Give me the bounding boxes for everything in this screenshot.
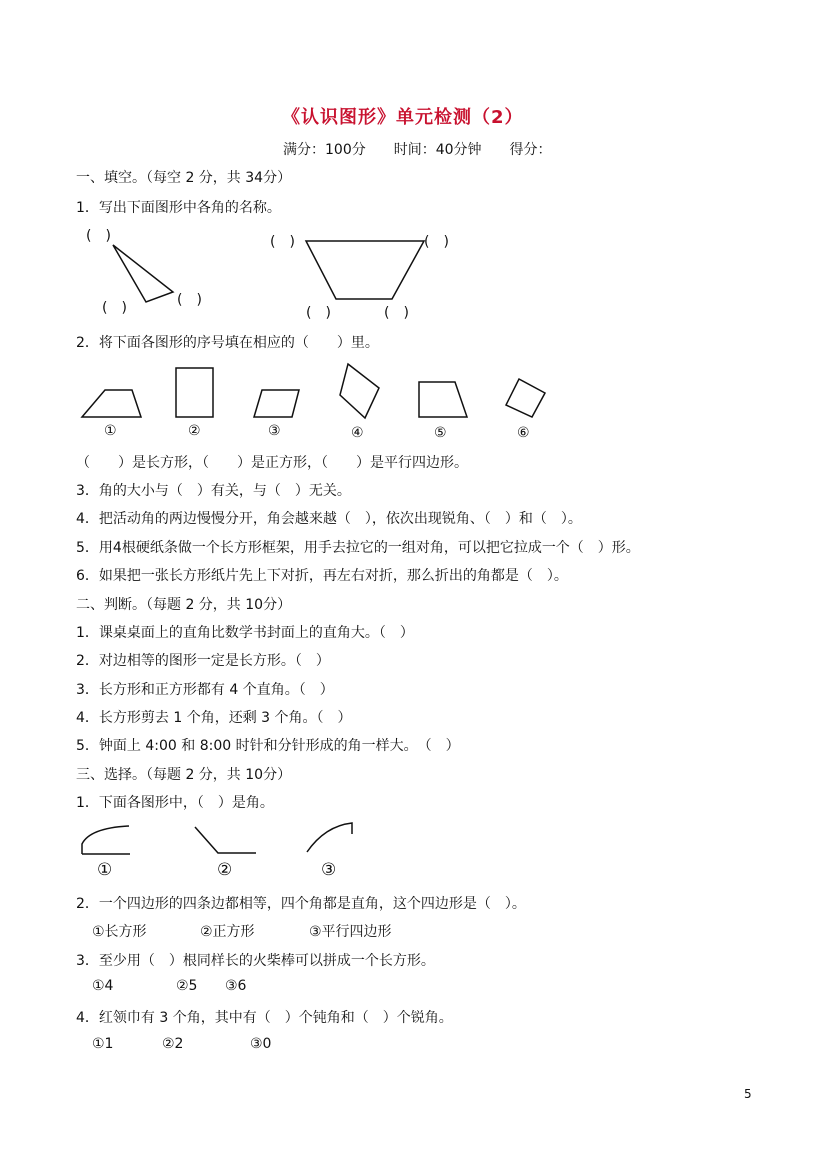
choose-q4: 4．红领巾有 3 个角，其中有（ ）个钝角和（ ）个锐角。 <box>76 1010 453 1026</box>
choose-q4-option[interactable]: ①1 <box>92 1036 114 1052</box>
figure-label: ② <box>217 860 233 880</box>
triangle-shape <box>113 245 173 302</box>
angle-choice-figures <box>0 820 827 880</box>
figure-label: ① <box>97 860 113 880</box>
choose-q3-option[interactable]: ③6 <box>225 978 247 994</box>
choose-q2-option[interactable]: ③平行四边形 <box>309 924 392 940</box>
shape-3 <box>254 390 299 417</box>
shape-label: ③ <box>268 423 281 439</box>
shape-label: ② <box>188 423 201 439</box>
judge-item: 2．对边相等的图形一定是长方形。（ ） <box>76 653 330 669</box>
shape-label: ⑤ <box>434 425 447 441</box>
paren-blank[interactable]: ( ) <box>424 234 449 250</box>
fill-q1: 1．写出下面图形中各角的名称。 <box>76 200 281 216</box>
choose-q4-option[interactable]: ②2 <box>162 1036 184 1052</box>
shape-6 <box>506 379 545 417</box>
figure-label: ③ <box>321 860 337 880</box>
paren-blank[interactable]: ( ) <box>177 292 202 308</box>
figure-2-angle <box>195 827 256 853</box>
shape-5 <box>419 382 467 417</box>
choose-q1: 1．下面各图形中，（ ）是角。 <box>76 795 274 811</box>
shape-label: ① <box>104 423 117 439</box>
trapezoid-shape <box>306 241 424 299</box>
figure-1-curve-angle <box>82 826 130 854</box>
choose-q2-option[interactable]: ②正方形 <box>200 924 255 940</box>
choose-q4-option[interactable]: ③0 <box>250 1036 272 1052</box>
fill-q5: 5．用4根硬纸条做一个长方形框架，用手去拉它的一组对角，可以把它拉成一个（ ）形。 <box>76 540 640 556</box>
choose-q2-option[interactable]: ①长方形 <box>92 924 147 940</box>
fill-q3: 3．角的大小与（ ）有关，与（ ）无关。 <box>76 483 351 499</box>
paren-blank[interactable]: ( ) <box>384 305 409 321</box>
quadrilateral-figures <box>0 360 827 450</box>
judge-item: 5．钟面上 4:00 和 8:00 时针和分针形成的角一样大。 （ ） <box>76 738 460 754</box>
shape-2 <box>176 368 213 417</box>
choose-q3-option[interactable]: ①4 <box>92 978 114 994</box>
paren-blank[interactable]: ( ) <box>306 305 331 321</box>
section-fill-heading: 一、填空。（每空 2 分，共 34分） <box>76 170 292 186</box>
fill-q2: 2．将下面各图形的序号填在相应的（ ）里。 <box>76 335 379 351</box>
figure-3-curve <box>307 823 352 852</box>
shape-label: ④ <box>351 425 364 441</box>
page-number: 5 <box>744 1087 752 1101</box>
fill-q6: 6．如果把一张长方形纸片先上下对折，再左右对折，那么折出的角都是（ ）。 <box>76 568 568 584</box>
choose-q3: 3．至少用（ ）根同样长的火柴棒可以拼成一个长方形。 <box>76 953 435 969</box>
score-line: 满分：100分 时间：40分钟 得分： <box>283 142 552 158</box>
judge-item: 3．长方形和正方形都有 4 个直角。（ ） <box>76 682 334 698</box>
paren-blank[interactable]: ( ) <box>86 228 111 244</box>
choose-q2: 2．一个四边形的四条边都相等，四个角都是直角，这个四边形是（ ）。 <box>76 896 526 912</box>
paren-blank[interactable]: ( ) <box>102 300 127 316</box>
section-judge-heading: 二、判断。（每题 2 分，共 10分） <box>76 597 292 613</box>
judge-item: 4．长方形剪去 1 个角，还剩 3 个角。（ ） <box>76 710 352 726</box>
page-title: 《认识图形》单元检测（2） <box>282 107 524 128</box>
shape-1 <box>82 390 141 417</box>
fill-q4: 4．把活动角的两边慢慢分开，角会越来越（ ），依次出现锐角、（ ）和（ ）。 <box>76 511 582 527</box>
paren-blank[interactable]: ( ) <box>270 234 295 250</box>
judge-item: 1．课桌桌面上的直角比数学书封面上的直角大。（ ） <box>76 625 414 641</box>
choose-q3-option[interactable]: ②5 <box>176 978 198 994</box>
section-choose-heading: 三、选择。（每题 2 分，共 10分） <box>76 767 292 783</box>
shape-4 <box>340 364 379 418</box>
fill-q2-answer: （ ）是长方形，（ ）是正方形，（ ）是平行四边形。 <box>76 455 468 471</box>
shape-label: ⑥ <box>517 425 530 441</box>
